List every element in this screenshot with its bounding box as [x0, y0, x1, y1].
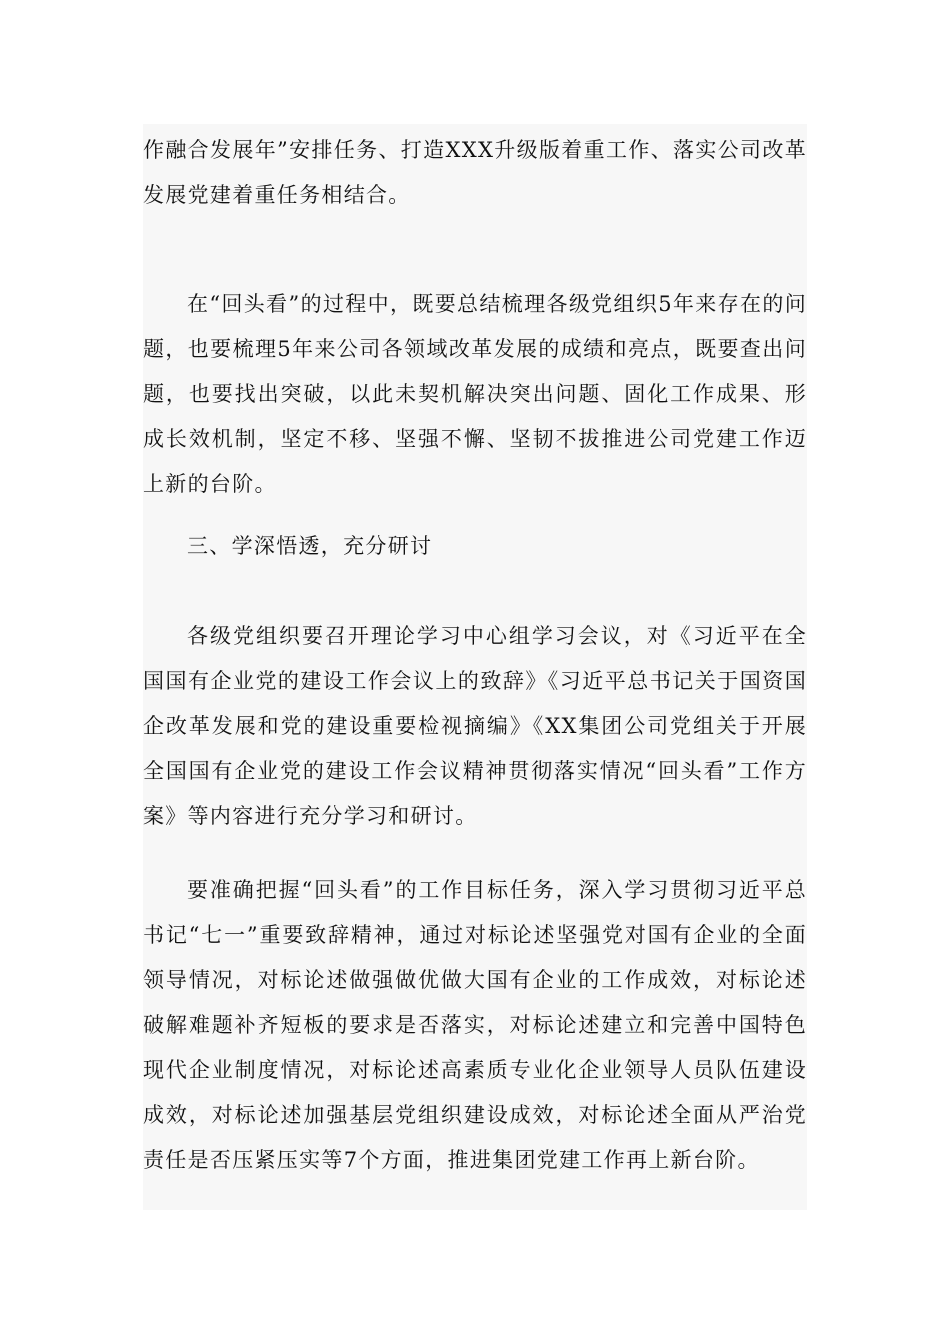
paragraph-continued: 作融合发展年”安排任务、打造XXX升级版着重工作、落实公司改革发展党建着重任务相结合。	[143, 138, 807, 207]
paragraph-review-process: 在“回头看”的过程中，既要总结梳理各级党组织5年来存在的问题，也要梳理5年来公司各领域改革发展的成绩和亮点，既要查出问题，也要找出突破，以此未契机解决突出问题、固化工作成果、形成长效机制，坚定不移、坚强不懈、坚韧不拔推进公司党建工作迈上新的台阶。	[143, 292, 807, 496]
section-heading-three: 三、学深悟透，充分研讨	[187, 534, 433, 558]
paragraph-work-objectives: 要准确把握“回头看”的工作目标任务，深入学习贯彻习近平总书记“七一”重要致辞精神，通过对标论述坚强党对国有企业的全面领导情况，对标论述做强做优做大国有企业的工作成效，对标论述破解难题补齐短板的要求是否落实，对标论述建立和完善中国特色现代企业制度情况，对标论述高素质专业化企业领导人员队伍建设成效，对标论述加强基层党组织建设成效，对标论述全面从严治党责任是否压紧压实等7个方面，推进集团党建工作再上新台阶。	[143, 878, 807, 1172]
paragraph-study-meeting: 各级党组织要召开理论学习中心组学习会议，对《习近平在全国国有企业党的建设工作会议上的致辞》《习近平总书记关于国资国企改革发展和党的建设重要检视摘编》《XX集团公司党组关于开展全国国有企业党的建设工作会议精神贯彻落实情况“回头看”工作方案》等内容进行充分学习和研讨。	[143, 624, 807, 828]
document-page	[143, 124, 807, 1210]
